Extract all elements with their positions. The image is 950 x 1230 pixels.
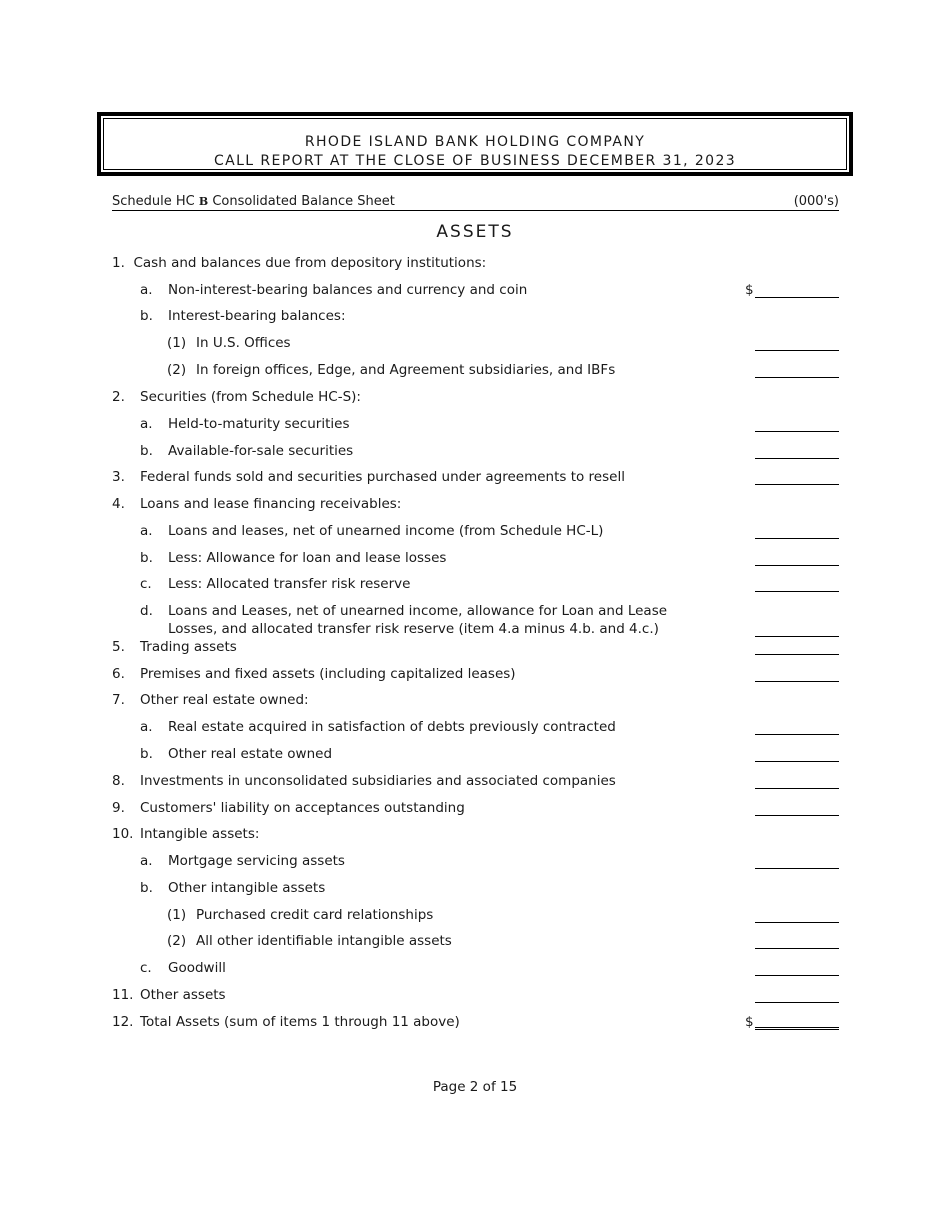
item-2a [140, 415, 349, 433]
item-text: Purchased credit card relationships [196, 907, 434, 923]
item-text: All other identifiable intangible assets [196, 933, 452, 949]
item-6 [112, 665, 516, 683]
item-7 [112, 691, 309, 709]
dollar-sign: $ [745, 1014, 754, 1030]
item-number: d. [140, 603, 153, 619]
item-4 [112, 495, 401, 513]
item-text: In U.S. Offices [196, 335, 291, 351]
schedule-name: Consolidated Balance Sheet [212, 194, 395, 209]
item-4c [140, 575, 410, 593]
amount-field-10b1[interactable] [755, 922, 839, 923]
item-text: Less: Allowance for loan and lease losses [168, 550, 447, 566]
amount-field-4d[interactable] [755, 636, 839, 637]
report-header-inner [103, 118, 847, 170]
item-10a [140, 852, 345, 870]
item-number: a. [140, 416, 153, 432]
item-number: 8. [112, 773, 125, 789]
item-5 [112, 638, 237, 656]
amount-field-2b[interactable] [755, 458, 839, 459]
item-4d [140, 602, 667, 620]
item-12 [112, 1013, 460, 1031]
item-number: a. [140, 853, 153, 869]
item-10b1 [167, 906, 433, 924]
item-number: 4. [112, 496, 125, 512]
item-text: Securities (from Schedule HC-S): [140, 389, 361, 405]
schedule-heading [112, 194, 839, 211]
item-number: 12. [112, 1014, 134, 1030]
item-1b [140, 307, 346, 325]
item-text: Total Assets (sum of items 1 through 11 above) [140, 1014, 460, 1030]
amount-field-10a[interactable] [755, 868, 839, 869]
company-name: RHODE ISLAND BANK HOLDING COMPANY [304, 134, 646, 150]
item-number: 3. [112, 469, 125, 485]
item-number: a. [140, 719, 153, 735]
report-title: CALL REPORT AT THE CLOSE OF BUSINESS DECEMBER 31, 2023 [213, 153, 737, 169]
item-number: (1) [167, 335, 187, 351]
item-text: Loans and leases, net of unearned income (from Schedule HC-L) [168, 523, 604, 539]
item-text: Loans and Leases, net of unearned income, allowance for Loan and Lease [168, 603, 668, 619]
item-9 [112, 799, 465, 817]
item-4a [140, 522, 603, 540]
amount-field-9[interactable] [755, 815, 839, 816]
amount-field-1a[interactable] [755, 297, 839, 298]
amount-field-12-total[interactable] [755, 1027, 839, 1030]
item-text: Other real estate owned: [140, 692, 309, 708]
item-text: Loans and lease financing receivables: [140, 496, 402, 512]
item-number: 10. [112, 826, 134, 842]
item-2b [140, 442, 353, 460]
amount-field-5[interactable] [755, 654, 839, 655]
item-text: Other assets [140, 987, 226, 1003]
item-text: Federal funds sold and securities purchased under agreements to resell [140, 469, 625, 485]
dollar-sign: $ [745, 282, 754, 298]
item-text: Interest-bearing balances: [168, 308, 346, 324]
item-number: 6. [112, 666, 125, 682]
item-text: Investments in unconsolidated subsidiaries and associated companies [140, 773, 616, 789]
amount-field-7b[interactable] [755, 761, 839, 762]
item-2 [112, 388, 361, 406]
item-number: (2) [167, 933, 187, 949]
item-11 [112, 986, 226, 1004]
item-number: b. [140, 308, 153, 324]
item-number: a. [140, 523, 153, 539]
item-number: b. [140, 550, 153, 566]
item-number: 7. [112, 692, 125, 708]
item-text: Real estate acquired in satisfaction of debts previously contracted [168, 719, 616, 735]
amount-field-4c[interactable] [755, 591, 839, 592]
item-text: Other real estate owned [168, 746, 333, 762]
item-1b2 [167, 361, 615, 379]
item-10b2 [167, 932, 452, 950]
item-number: 11. [112, 987, 134, 1003]
amount-field-3[interactable] [755, 484, 839, 485]
item-number: b. [140, 443, 153, 459]
item-text: In foreign offices, Edge, and Agreement subsidiaries, and IBFs [196, 362, 616, 378]
item-number: 1. [112, 255, 125, 271]
item-text: Premises and fixed assets (including capitalized leases) [140, 666, 516, 682]
item-1b1 [167, 334, 291, 352]
item-7a [140, 718, 616, 736]
item-10b [140, 879, 325, 897]
item-number: b. [140, 880, 153, 896]
item-number: 5. [112, 639, 125, 655]
item-text: Goodwill [168, 960, 226, 976]
section-title-assets: ASSETS [436, 222, 514, 242]
schedule-title [112, 194, 395, 210]
item-number: b. [140, 746, 153, 762]
amount-field-10c[interactable] [755, 975, 839, 976]
report-header-box [97, 112, 853, 176]
item-text: Less: Allocated transfer risk reserve [168, 576, 411, 592]
item-text: Available-for-sale securities [168, 443, 354, 459]
item-1 [112, 254, 486, 272]
item-7b [140, 745, 332, 763]
schedule-prefix: Schedule HC [112, 194, 195, 209]
amount-field-10b2[interactable] [755, 948, 839, 949]
item-number: (2) [167, 362, 187, 378]
item-8 [112, 772, 616, 790]
item-1a [140, 281, 527, 299]
amount-field-2a[interactable] [755, 431, 839, 432]
item-10c [140, 959, 226, 977]
item-text: Other intangible assets [168, 880, 326, 896]
page-number: Page 2 of 15 [432, 1079, 518, 1095]
amount-field-4b[interactable] [755, 565, 839, 566]
item-number: c. [140, 576, 152, 592]
amount-field-6[interactable] [755, 681, 839, 682]
item-text-continued: Losses, and allocated transfer risk reserve (item 4.a minus 4.b. and 4.c.) [168, 621, 659, 637]
item-10 [112, 825, 259, 843]
item-text: Cash and balances due from depository institutions: [133, 255, 487, 271]
amount-field-4a[interactable] [755, 538, 839, 539]
amount-field-1b2[interactable] [755, 377, 839, 378]
amount-field-1b1[interactable] [755, 350, 839, 351]
item-4b [140, 549, 446, 567]
amount-field-8[interactable] [755, 788, 839, 789]
item-number: 9. [112, 800, 125, 816]
item-4d-continued [168, 620, 659, 638]
item-text: Trading assets [140, 639, 237, 655]
item-number: c. [140, 960, 152, 976]
item-number: 2. [112, 389, 125, 405]
item-3 [112, 468, 625, 486]
item-text: Non-interest-bearing balances and currency and coin [168, 282, 528, 298]
item-text: Mortgage servicing assets [168, 853, 345, 869]
amount-field-11[interactable] [755, 1002, 839, 1003]
item-text: Held-to-maturity securities [168, 416, 350, 432]
item-text: Intangible assets: [140, 826, 260, 842]
schedule-separator: B [198, 195, 209, 208]
units-label: (000's) [793, 194, 839, 209]
amount-field-7a[interactable] [755, 734, 839, 735]
item-number: a. [140, 282, 153, 298]
item-text: Customers' liability on acceptances outstanding [140, 800, 465, 816]
item-number: (1) [167, 907, 187, 923]
